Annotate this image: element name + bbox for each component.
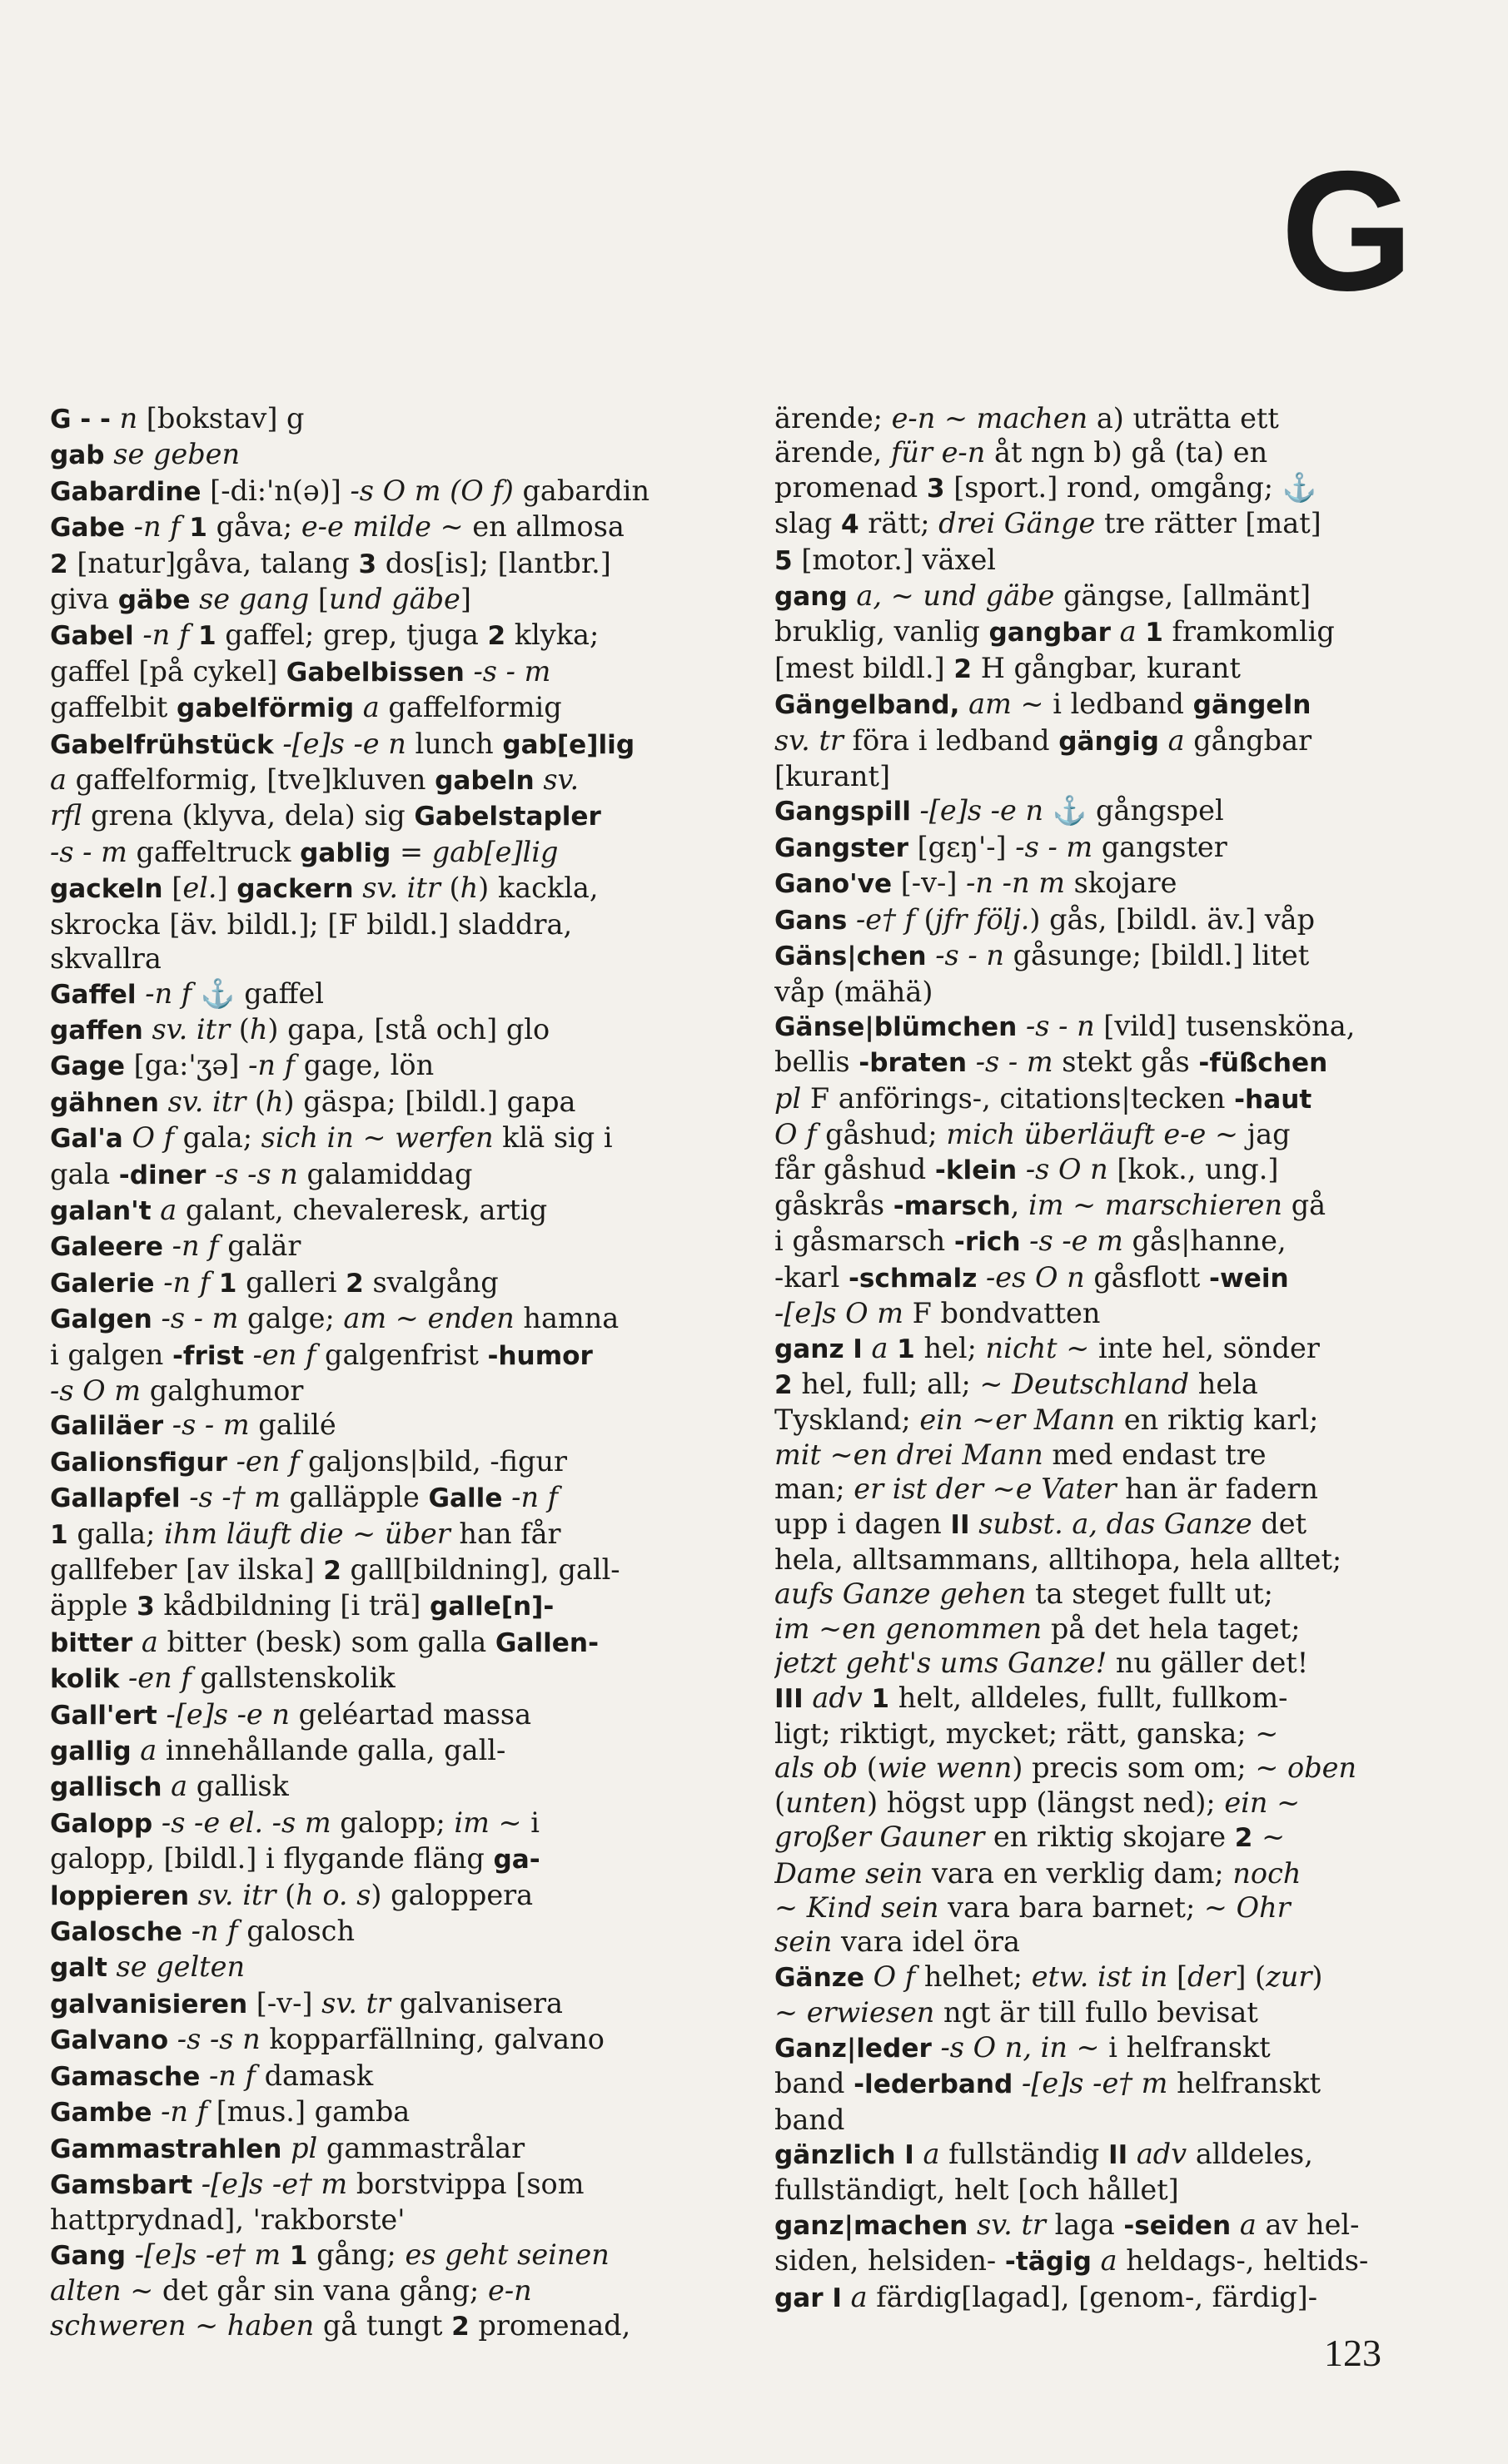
entry-line: Galgen -s - m galge; am ~ enden hamna — [50, 1302, 620, 1335]
entry-line: ganz|machen sv. tr laga -seiden a av hel- — [774, 2208, 1360, 2241]
entry-line: skvallra — [50, 942, 162, 976]
section-letter: G — [1281, 136, 1411, 326]
entry-line: upp i dagen II subst. a, das Ganze det — [774, 1507, 1307, 1540]
entry-line: -[e]s O m F bondvatten — [774, 1297, 1101, 1330]
entry-line: a gaffelformig, [tve]kluven gabeln sv. — [50, 763, 580, 797]
entry-line: Galiläer -s - m galilé — [50, 1408, 336, 1442]
entry-line: Galerie -n f 1 galleri 2 svalgång — [50, 1265, 499, 1299]
entry-line: får gåshud -klein -s O n [kok., ung.] — [774, 1152, 1279, 1185]
entry-line: bruklig, vanlig gangbar a 1 framkomlig — [774, 615, 1335, 648]
entry-line: großer Gauner en riktig skojare 2 ~ — [774, 1821, 1286, 1854]
entry-line: Gage [ga:'ʒə] -n f gage, lön — [50, 1049, 435, 1082]
entry-line: ärende, für e-n åt ngn b) gå (ta) en — [774, 436, 1268, 469]
entry-line: galan't a galant, chevaleresk, artig — [50, 1193, 548, 1226]
entry-line: als ob (wie wenn) precis som om; ~ oben — [774, 1751, 1357, 1785]
entry-line: giva gäbe se gang [und gäbe] — [50, 583, 471, 616]
entry-line: 1 galla; ihm läuft die ~ über han får — [50, 1517, 561, 1550]
entry-line: Gallapfel -s -† m galläpple Galle -n f — [50, 1481, 559, 1514]
entry-line: (unten) högst upp (längst ned); ein ~ — [774, 1786, 1301, 1819]
entry-line: Gambe -n f [mus.] gamba — [50, 2095, 411, 2129]
entry-line: ~ erwiesen ngt är till fullo bevisat — [774, 1996, 1258, 2029]
entry-line: mit ~en drei Mann med endast tre — [774, 1438, 1267, 1471]
entry-line: loppieren sv. itr (h o. s) galoppera — [50, 1878, 534, 1911]
entry-line: 2 hel, full; all; ~ Deutschland hela — [774, 1367, 1258, 1400]
entry-line: Gamsbart -[e]s -e† m borstvippa [som — [50, 2167, 585, 2200]
entry-line: -s O m galghumor — [50, 1374, 304, 1407]
entry-line: alten ~ det går sin vana gång; e-n — [50, 2274, 532, 2308]
entry-line: Gabe -n f 1 gåva; e-e milde ~ en allmosa — [50, 510, 625, 544]
entry-line: promenad 3 [sport.] rond, omgång; ⚓ — [774, 470, 1317, 504]
entry-line: hattprydnad], 'rakborste' — [50, 2203, 406, 2237]
entry-line: sv. tr föra i ledband gängig a gångbar — [774, 723, 1312, 757]
entry-line: kolik -en f gallstenskolik — [50, 1662, 396, 1695]
entry-line: -karl -schmalz -es O n gåsflott -wein — [774, 1260, 1289, 1294]
entry-line: slag 4 rätt; drei Gänge tre rätter [mat] — [774, 507, 1321, 540]
entry-line: -s - m gaffeltruck gablig = gab[e]lig — [50, 835, 559, 868]
show-through-text — [50, 83, 1466, 433]
entry-line: schweren ~ haben gå tungt 2 promenad, — [50, 2308, 631, 2342]
entry-line: i gåsmarsch -rich -s -e m gås|hanne, — [774, 1225, 1287, 1258]
entry-line: gang a, ~ und gäbe gängse, [allmänt] — [774, 579, 1311, 613]
entry-line: Gäns|chen -s - n gåsunge; [bildl.] litet — [774, 939, 1310, 972]
left-column — [50, 401, 712, 2344]
entry-line: rfl grena (klyva, dela) sig Gabelstapler — [50, 799, 601, 832]
entry-line: 2 [natur]gåva, talang 3 dos[is]; [lantbr.] — [50, 546, 611, 579]
entry-line: Gal'a O f gala; sich in ~ werfen klä sig i — [50, 1121, 613, 1155]
entry-line: hela, alltsammans, alltihopa, hela alltet; — [774, 1543, 1342, 1576]
entry-line: jetzt geht's ums Ganze! nu gäller det! — [774, 1647, 1309, 1680]
entry-line: Gabel -n f 1 gaffel; grep, tjuga 2 klyka; — [50, 618, 600, 652]
entry-line: gänzlich I a fullständig II adv alldeles, — [774, 2137, 1313, 2170]
right-column — [774, 401, 1436, 2316]
entry-line: Galionsfigur -en f galjons|bild, -figur — [50, 1444, 568, 1478]
entry-line: band — [774, 2103, 845, 2136]
entry-line: Dame sein vara en verklig dam; noch — [774, 1856, 1301, 1890]
entry-line: ligt; riktigt, mycket; rätt, ganska; ~ — [774, 1717, 1279, 1751]
entry-line: gåskrås -marsch, im ~ marschieren gå — [774, 1188, 1326, 1221]
entry-line: fullständigt, helt [och hållet] — [774, 2173, 1179, 2207]
entry-line: Gabardine [-di:'n(ə)] -s O m (O f) gabardin — [50, 474, 650, 507]
entry-line: pl F anförings-, citations|tecken -haut — [774, 1081, 1312, 1115]
entry-line: Gano've [-v-] -n -n m skojare — [774, 867, 1177, 900]
entry-line: band -lederband -[e]s -e† m helfranskt — [774, 2067, 1321, 2100]
entry-line: im ~en genommen på det hela taget; — [774, 1612, 1301, 1645]
entry-line: Galeere -n f galär — [50, 1230, 301, 1263]
entry-line: ärende; e-n ~ machen a) uträtta ett — [774, 402, 1279, 435]
entry-line: gähnen sv. itr (h) gäspa; [bildl.] gapa — [50, 1085, 576, 1118]
entry-line: äpple 3 kådbildning [i trä] galle[n]- — [50, 1589, 555, 1622]
entry-line: galt se gelten — [50, 1950, 246, 1984]
entry-line: Gang -[e]s -e† m 1 gång; es geht seinen — [50, 2238, 610, 2271]
entry-line: [kurant] — [774, 760, 891, 793]
entry-line: gallisch a gallisk — [50, 1770, 289, 1803]
entry-line: gala -diner -s -s n galamiddag — [50, 1157, 473, 1190]
entry-line: bitter a bitter (besk) som galla Gallen- — [50, 1625, 600, 1658]
entry-line: aufs Ganze gehen ta steget fullt ut; — [774, 1577, 1273, 1611]
entry-line: ganz I a 1 hel; nicht ~ inte hel, sönder — [774, 1331, 1320, 1364]
entry-line: Tyskland; ein ~er Mann en riktig karl; — [774, 1403, 1319, 1437]
entry-line: galvanisieren [-v-] sv. tr galvanisera — [50, 1986, 564, 2019]
entry-line: Gangster [gɛŋ'-] -s - m gangster — [774, 830, 1227, 863]
entry-line: Gaffel -n f ⚓ gaffel — [50, 976, 324, 1010]
entry-line: gaffelbit gabelförmig a gaffelformig — [50, 691, 562, 724]
entry-line: gackeln [el.] gackern sv. itr (h) kackla, — [50, 872, 599, 905]
entry-line: Ganz|leder -s O n, in ~ i helfranskt — [774, 2030, 1271, 2064]
entry-line: Gänse|blümchen -s - n [vild] tusensköna, — [774, 1009, 1356, 1042]
entry-line: Gänze O f helhet; etw. ist in [der] (zur) — [774, 1960, 1323, 1993]
entry-line: gallfeber [av ilska] 2 gall[bildning], gall- — [50, 1553, 620, 1586]
entry-line: Gans -e† f (jfr följ.) gås, [bildl. äv.] våp — [774, 902, 1316, 936]
entry-line: Galosche -n f galosch — [50, 1915, 356, 1948]
entry-line: 5 [motor.] växel — [774, 543, 996, 576]
entry-line: skrocka [äv. bildl.]; [F bildl.] sladdra, — [50, 907, 573, 941]
entry-line: Gammastrahlen pl gammastrålar — [50, 2131, 525, 2164]
entry-line: ~ Kind sein vara bara barnet; ~ Ohr — [774, 1891, 1291, 1925]
entry-line: bellis -braten -s - m stekt gås -füßchen — [774, 1046, 1328, 1079]
entry-line: O f gåshud; mich überläuft e-e ~ jag — [774, 1118, 1291, 1151]
entry-line: sein vara idel öra — [774, 1925, 1020, 1959]
entry-line: G - - n [bokstav] g — [50, 402, 305, 435]
entry-line: Galvano -s -s n kopparfällning, galvano — [50, 2023, 605, 2056]
entry-line: gaffen sv. itr (h) gapa, [stå och] glo — [50, 1012, 550, 1046]
entry-line: siden, helsiden- -tägig a heldags-, heltids- — [774, 2244, 1369, 2278]
entry-line: våp (mähä) — [774, 975, 933, 1008]
page-number: 123 — [1324, 2332, 1381, 2374]
entry-line: galopp, [bildl.] i flygande fläng ga- — [50, 1842, 540, 1875]
entry-line: [mest bildl.] 2 H gångbar, kurant — [774, 651, 1241, 684]
entry-line: Gall'ert -[e]s -e n geléartad massa — [50, 1697, 532, 1731]
entry-line: i galgen -frist -en f galgenfrist -humor — [50, 1338, 593, 1371]
entry-line: Gangspill -[e]s -e n ⚓ gångspel — [774, 794, 1224, 827]
entry-line: III adv 1 helt, alldeles, fullt, fullkom- — [774, 1681, 1288, 1714]
entry-line: Gängelband, am ~ i ledband gängeln — [774, 688, 1311, 721]
entry-line: man; er ist der ~e Vater han är fadern — [774, 1473, 1318, 1506]
entry-line: gallig a innehållande galla, gall- — [50, 1734, 506, 1767]
entry-line: gaffel [på cykel] Gabelbissen -s - m — [50, 654, 551, 688]
entry-line: Galopp -s -e el. -s m galopp; im ~ i — [50, 1806, 540, 1839]
entry-line: Gabelfrühstück -[e]s -e n lunch gab[e]lig — [50, 727, 635, 760]
entry-line: Gamasche -n f damask — [50, 2059, 374, 2092]
entry-line: gab se geben — [50, 438, 241, 471]
entry-line: gar I a färdig[lagad], [genom-, färdig]- — [774, 2280, 1318, 2313]
